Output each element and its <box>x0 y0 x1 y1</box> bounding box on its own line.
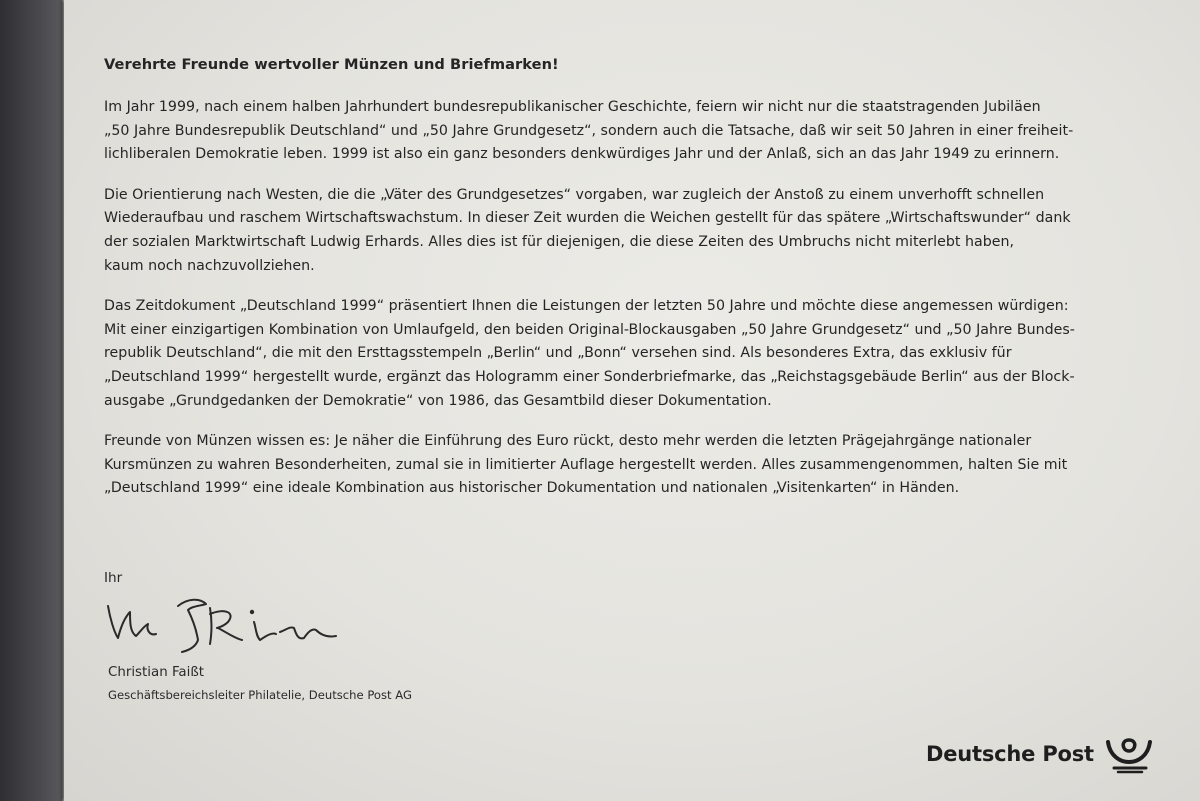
paragraph-line: Die Orientierung nach Westen, die die „Väter des Grundgesetzes“ vorgaben, war zugleich der Anstoß zu einem unverhofft schnellen <box>104 186 1045 203</box>
paragraph-line: republik Deutschland“, die mit den Ersttagsstempeln „Berlin“ und „Bonn“ versehen sind. Als besonderes Extra, das exklusiv für <box>104 345 1012 362</box>
paragraph-line: Im Jahr 1999, nach einem halben Jahrhundert bundesrepublikanischer Geschichte, feiern wir nicht nur die staatstragenden Jubiläen <box>104 99 1041 115</box>
salutation: Verehrte Freunde wertvoller Münzen und Briefmarken! <box>104 56 559 73</box>
paragraph-line: Wiederaufbau und raschem Wirtschaftswachstum. In dieser Zeit wurden die Weichen gestellt für das spätere „Wirtschaftswunder“ dank <box>104 210 1071 227</box>
letter-body <box>104 56 1164 518</box>
paragraph-line: „Deutschland 1999“ eine ideale Kombination aus historischer Dokumentation und nationalen „Visitenkarten“ in Händen. <box>104 480 960 497</box>
paragraph-line: kaum noch nachzuvollziehen. <box>104 257 315 274</box>
paragraph-line: ausgabe „Grundgedanken der Demokratie“ von 1986, das Gesamtbild dieser Dokumentation. <box>104 392 772 409</box>
letter-sheet <box>64 0 1200 801</box>
paragraph-line: der sozialen Marktwirtschaft Ludwig Erhards. Alles dies ist für diejenigen, die diese Zeiten des Umbruchs nicht miterlebt haben, <box>104 233 1015 250</box>
signer-name: Christian Faißt <box>108 665 205 680</box>
paragraph-line: lichliberalen Demokratie leben. 1999 ist also ein ganz besonders denkwürdiges Jahr und der Anlaß, sich an das Jahr 1949 zu erinnern. <box>104 146 1060 163</box>
signer-role: Geschäftsbereichsleiter Philatelie, Deutsche Post AG <box>108 688 412 702</box>
paragraph-line: „50 Jahre Bundesrepublik Deutschland“ und „50 Jahre Grundgesetz“, sondern auch die Tatsache, daß wir seit 50 Jahren in einer freiheit- <box>104 122 1074 139</box>
posthorn-icon <box>1102 734 1156 774</box>
paragraph-4 <box>104 430 1164 501</box>
brand-name: Deutsche Post <box>926 742 1094 766</box>
paragraph-line: Kursmünzen zu wahren Besonderheiten, zumal sie in limitierter Auflage hergestellt werden. Alles zusammengenommen, halten Sie mit <box>104 456 1068 473</box>
paragraph-line: Das Zeitdokument „Deutschland 1999“ präsentiert Ihnen die Leistungen der letzten 50 Jahre und möchte diese angemessen würdigen: <box>104 298 1069 315</box>
closing-word: Ihr <box>104 570 123 586</box>
paragraph-line: Freunde von Münzen wissen es: Je näher die Einführung des Euro rückt, desto mehr werden die letzten Prägejahrgänge nationaler <box>104 433 1032 450</box>
paragraph-line: Mit einer einzigartigen Kombination von Umlaufgeld, den beiden Original-Blockausgaben „50 Jahre Grundgesetz“ und „50 Jahre Bundes- <box>104 321 1075 338</box>
paragraph-3 <box>104 295 1164 413</box>
signature-icon <box>100 592 350 656</box>
deutsche-post-logo <box>926 734 1156 774</box>
paragraph-1 <box>104 96 1164 167</box>
paragraph-line: „Deutschland 1999“ hergestellt wurde, ergänzt das Hologramm einer Sonderbriefmarke, das „Reichstagsgebäude Berlin“ aus der Block- <box>104 368 1075 385</box>
paragraph-2 <box>104 184 1164 278</box>
